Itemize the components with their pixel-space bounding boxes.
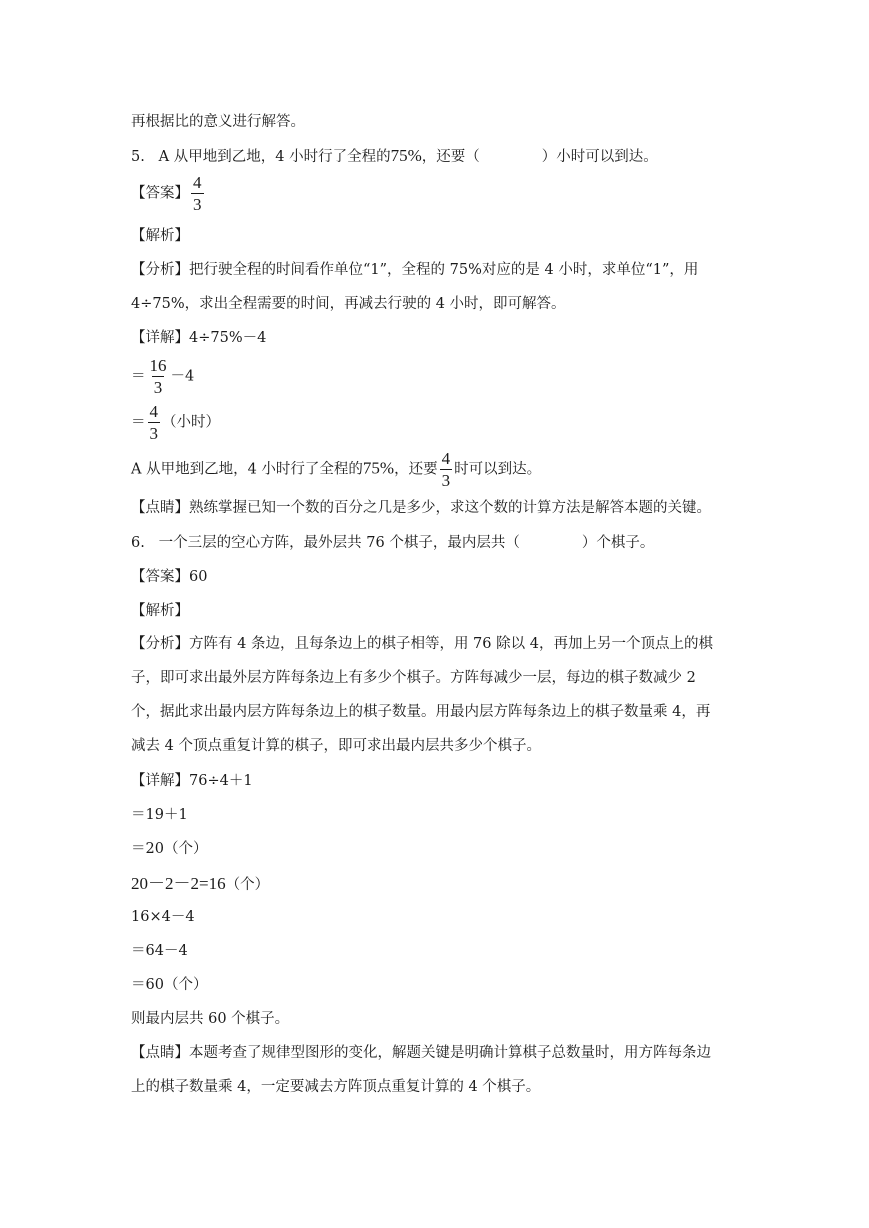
question-6: [131, 536, 654, 551]
analysis-line: 4÷75%，求出全程需要的时间，再减去行驶的 4 小时，即可解答。: [131, 296, 566, 312]
jiexi-label: 【解析】: [131, 228, 189, 244]
analysis-line: 【分析】把行驶全程的时间看作单位“1”，全程的 75%对应的是 4 小时，求单位“1”，用: [131, 262, 699, 278]
question-text: ）个棋子。: [581, 535, 655, 551]
answer-fraction: [191, 174, 204, 213]
conclusion-fraction: $\frac{4}{3}$: [441, 449, 451, 490]
detail-line: 【详解】76÷4＋1: [131, 773, 253, 789]
answer-label: 【答案】: [131, 185, 189, 202]
percent-value: 75%: [390, 146, 422, 165]
answer-line: [131, 174, 206, 213]
step-line: ＝20（个）: [131, 841, 208, 857]
conclusion-line: 则最内层共 60 个棋子。: [131, 1011, 290, 1027]
detail-line: 【详解】4÷75%－4: [131, 330, 267, 346]
question-text: ）小时可以到达。: [541, 149, 658, 165]
question-number: 6.: [131, 535, 145, 551]
step-line: ＝60（个）: [131, 977, 208, 993]
numerator: 4: [193, 173, 202, 192]
question-5: [131, 147, 658, 165]
note-line: 【点睛】熟练掌握已知一个数的百分之几是多少，求这个数的计算方法是解答本题的关键。: [131, 500, 711, 516]
step-fraction: $\frac{4}{3}$: [149, 402, 158, 443]
step-line: ＝ $\frac{16}{3}$ －4: [131, 356, 195, 397]
question-text: 一个三层的空心方阵，最外层共 76 个棋子，最内层共（: [158, 535, 520, 551]
jiexi-label: 【解析】: [131, 603, 189, 619]
analysis-line: 减去 4 个顶点重复计算的棋子，即可求出最内层共多少个棋子。: [131, 738, 541, 754]
note-line: 上的棋子数量乘 4，一定要减去方阵顶点重复计算的 4 个棋子。: [131, 1079, 541, 1095]
analysis-line: 【分析】方阵有 4 条边，且每条边上的棋子相等，用 76 除以 4，再加上另一个顶点上的棋: [131, 636, 713, 652]
denominator: 3: [193, 195, 202, 214]
question-text: ，还要（: [421, 149, 480, 165]
step-line: 16×4－4: [131, 909, 195, 925]
answer-line: 【答案】60: [131, 569, 208, 585]
analysis-line: 个，据此求出最内层方阵每条边上的棋子数量。用最内层方阵每条边上的棋子数量乘 4，再: [131, 704, 711, 720]
step-line: ＝ $\frac{4}{3}$ （小时）: [131, 402, 220, 443]
intro-tail: 再根据比的意义进行解答。: [131, 114, 305, 130]
question-text: A 从甲地到乙地，4 小时行了全程的: [158, 149, 391, 165]
step-fraction: $\frac{16}{3}$: [149, 356, 167, 397]
step-line: 20－2－2=16（个）: [131, 874, 270, 893]
step-line: ＝19＋1: [131, 807, 188, 823]
analysis-line: 子，即可求出最外层方阵每条边上有多少个棋子。方阵每减少一层，每边的棋子数减少 2: [131, 670, 696, 686]
note-line: 【点睛】本题考查了规律型图形的变化，解题关键是明确计算棋子总数量时，用方阵每条边: [131, 1045, 711, 1061]
conclusion-line: A 从甲地到乙地，4 小时行了全程的75%，还要 $\frac{4}{3}$ 时可以到达。: [131, 449, 542, 490]
step-line: ＝64－4: [131, 943, 188, 959]
question-number: 5.: [131, 149, 145, 165]
